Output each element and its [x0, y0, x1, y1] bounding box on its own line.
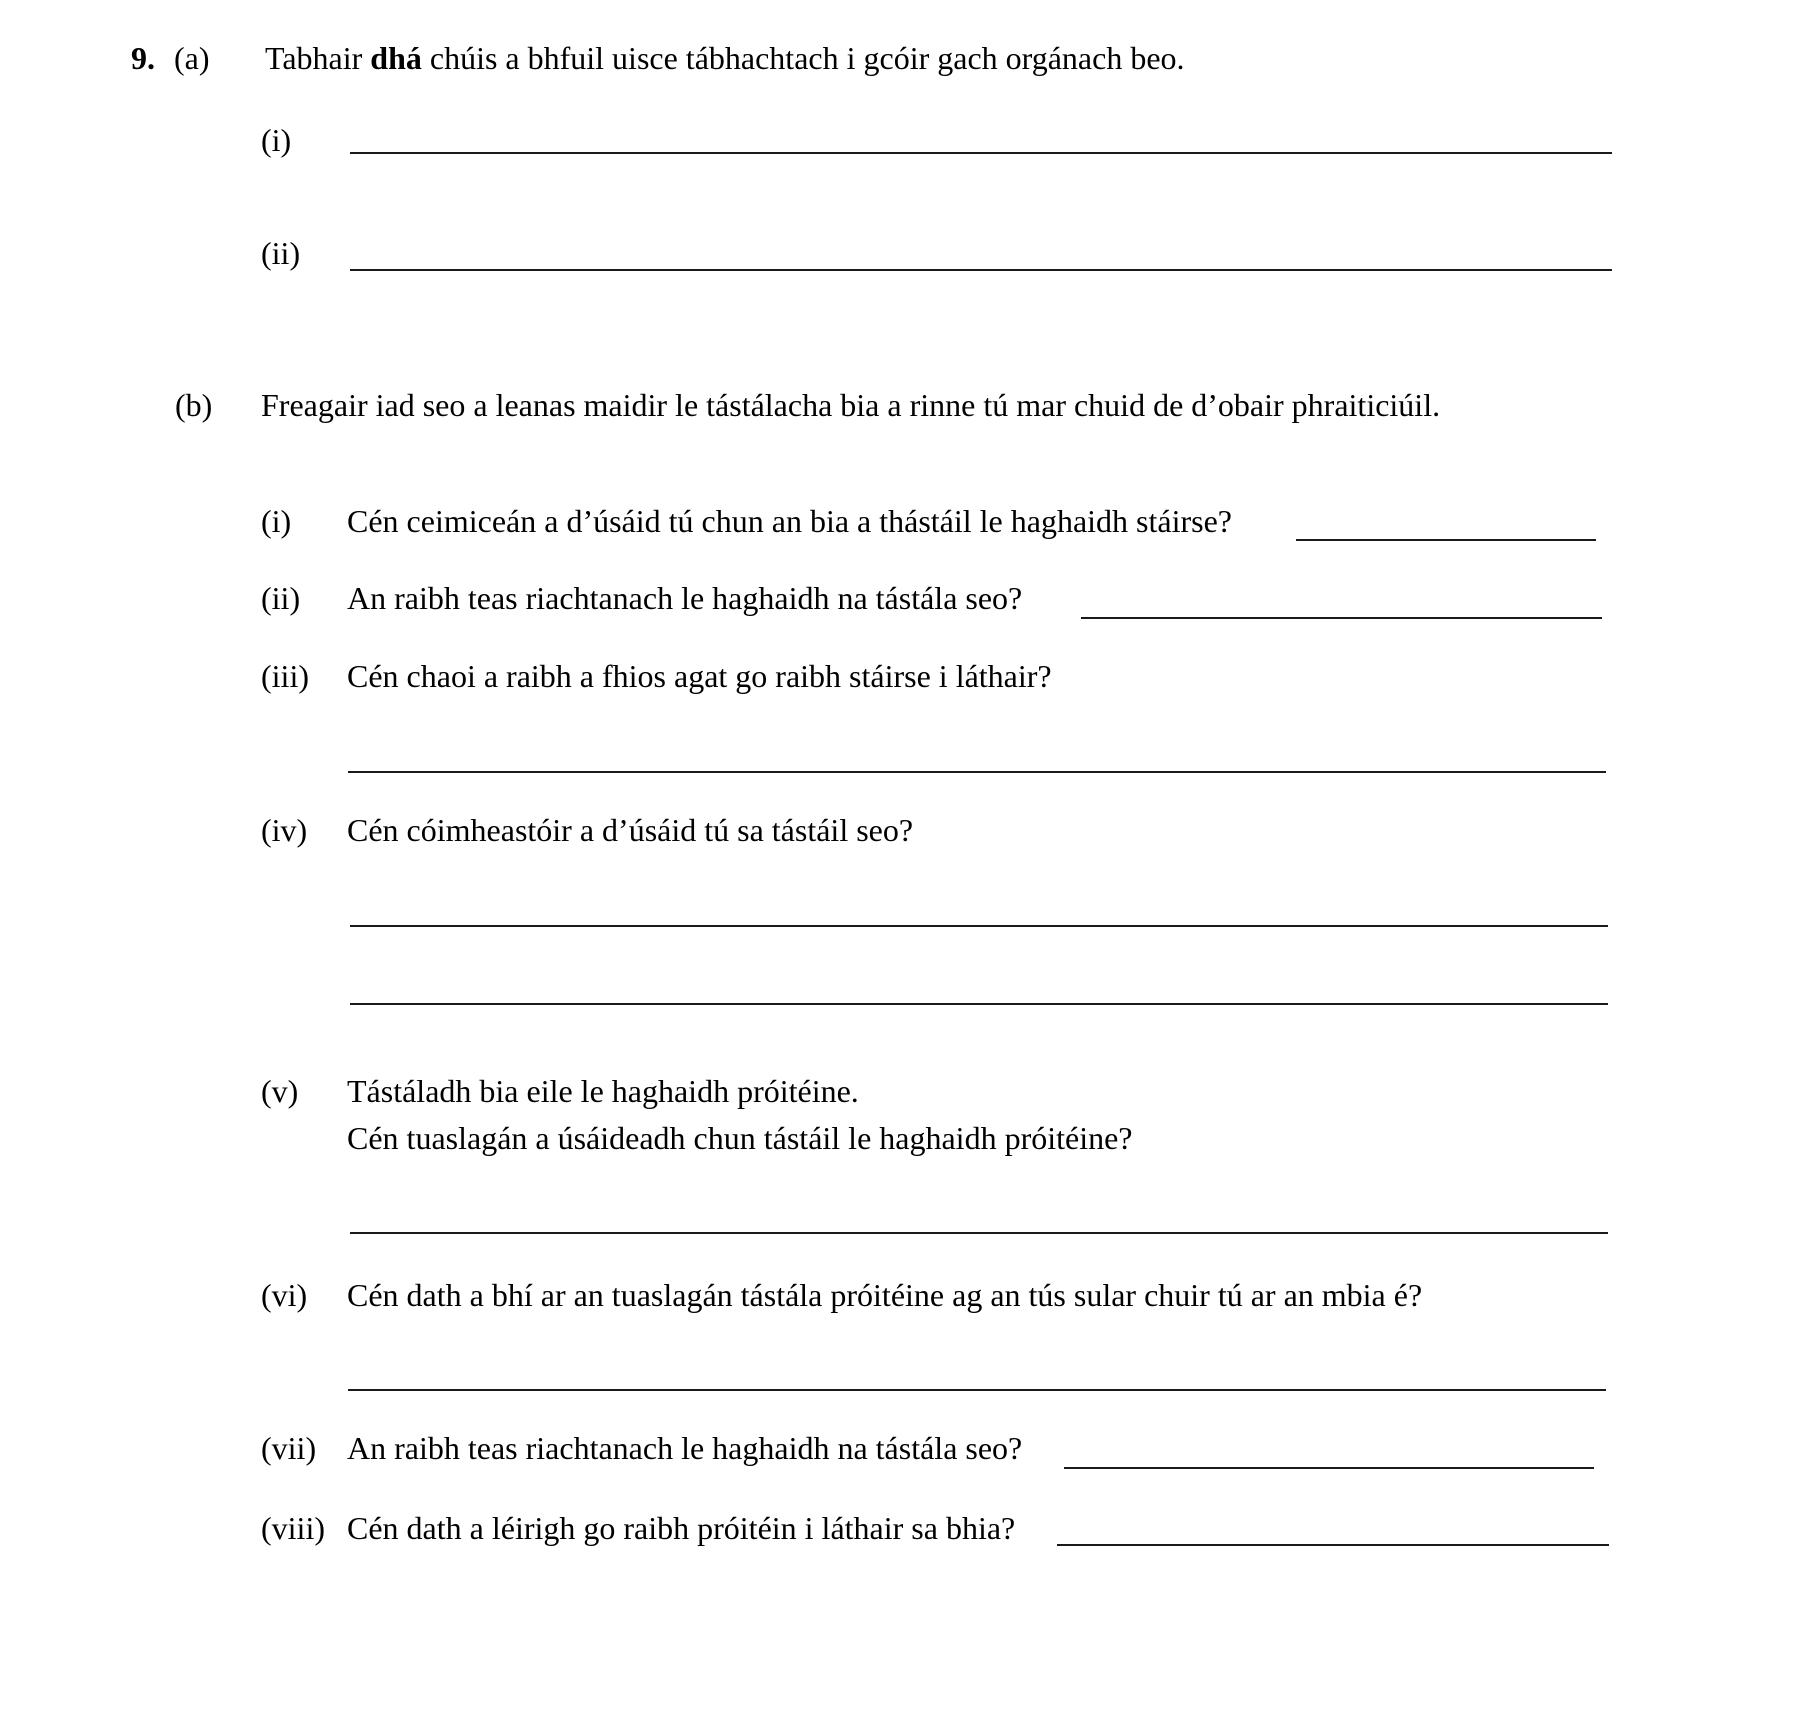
- part-b-item-iv-answer-line-1[interactable]: [350, 925, 1608, 927]
- part-b-item-ii-label: (ii): [261, 580, 301, 616]
- part-b-item-vi-text: Cén dath a bhí ar an tuaslagán tástála próitéine ag an tús sular chuir tú ar an mbia é?: [347, 1277, 1423, 1313]
- part-a-item-ii-label: (ii): [261, 235, 301, 271]
- part-b-item-v-answer-line[interactable]: [350, 1232, 1608, 1234]
- part-a-item-i-answer-line[interactable]: [350, 152, 1612, 154]
- part-a-item-ii-answer-line[interactable]: [350, 269, 1612, 271]
- question-number: 9.: [131, 40, 155, 76]
- part-b-item-iv-text: Cén cóimheastóir a d’úsáid tú sa tástáil seo?: [347, 812, 914, 848]
- part-a-prompt: [265, 42, 1185, 74]
- part-a-item-i-label: (i): [261, 122, 292, 158]
- part-a-label: (a): [174, 40, 210, 76]
- part-b-label: (b): [175, 387, 213, 423]
- part-b-item-iii-text: Cén chaoi a raibh a fhios agat go raibh stáirse i láthair?: [347, 658, 1052, 694]
- part-b-item-vii-label: (vii): [261, 1430, 317, 1466]
- part-b-item-ii-answer-line[interactable]: [1081, 617, 1602, 619]
- part-b-item-i-answer-line[interactable]: [1296, 539, 1596, 541]
- part-b-item-vi-answer-line[interactable]: [348, 1389, 1606, 1391]
- part-b-item-viii-text: Cén dath a léirigh go raibh próitéin i láthair sa bhia?: [347, 1510, 1016, 1546]
- part-b-item-iv-label: (iv): [261, 812, 308, 848]
- part-b-item-v-text: Tástáladh bia eile le haghaidh próitéine.: [347, 1073, 859, 1109]
- part-b-item-vii-text: An raibh teas riachtanach le haghaidh na tástála seo?: [347, 1430, 1023, 1466]
- part-b-item-i-label: (i): [261, 503, 292, 539]
- part-b-prompt: Freagair iad seo a leanas maidir le tástálacha bia a rinne tú mar chuid de d’obair phraiticiúil.: [261, 387, 1441, 423]
- part-b-item-i-text: Cén ceimiceán a d’úsáid tú chun an bia a thástáil le haghaidh stáirse?: [347, 503, 1232, 539]
- part-a-prompt-text: Tabhair: [265, 40, 371, 76]
- part-b-item-v-text-2: Cén tuaslagán a úsáideadh chun tástáil le haghaidh próitéine?: [347, 1120, 1133, 1156]
- part-b-item-viii-label: (viii): [261, 1510, 325, 1546]
- part-b-item-vi-label: (vi): [261, 1277, 308, 1313]
- part-a-prompt-text-rest: chúis a bhfuil uisce tábhachtach i gcóir gach orgánach beo.: [421, 40, 1185, 76]
- part-b-item-viii-answer-line[interactable]: [1057, 1544, 1609, 1546]
- part-b-item-iii-answer-line[interactable]: [348, 771, 1606, 773]
- part-b-item-iii-label: (iii): [261, 658, 309, 694]
- part-b-item-iv-answer-line-2[interactable]: [350, 1003, 1608, 1005]
- part-b-item-vii-answer-line[interactable]: [1064, 1467, 1594, 1469]
- part-a-prompt-emphasis: dhá: [370, 40, 422, 76]
- part-b-item-ii-text: An raibh teas riachtanach le haghaidh na tástála seo?: [347, 580, 1023, 616]
- part-b-item-v-label: (v): [261, 1073, 299, 1109]
